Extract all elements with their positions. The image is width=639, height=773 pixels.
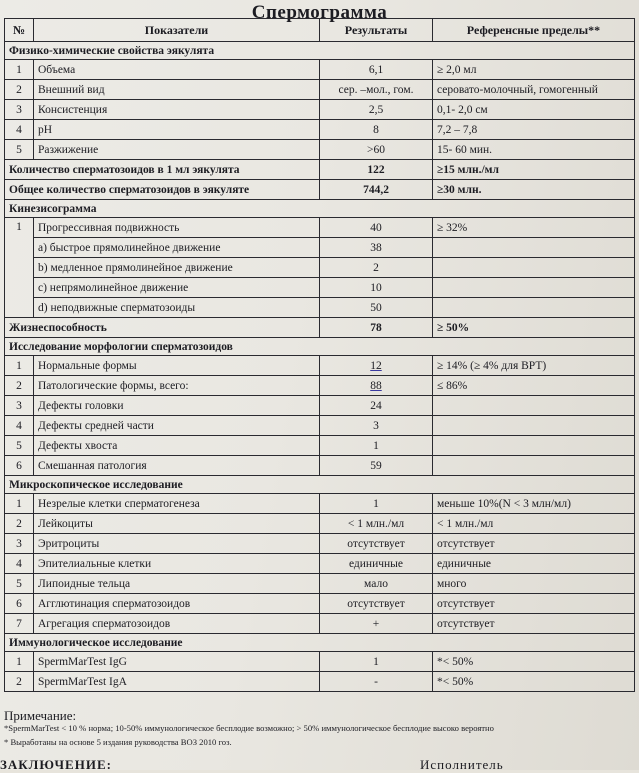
table-row: 2 Лейкоциты < 1 млн./мл < 1 млн./мл xyxy=(5,514,635,534)
table-row: 2 Внешний вид сер. –мол., гом. серовато-молочный, гомогенный xyxy=(5,80,635,100)
executor-label: Исполнитель xyxy=(420,757,504,772)
total-row: Количество сперматозоидов в 1 мл эякулята 122 ≥15 млн./мл xyxy=(5,160,635,180)
table-row: d) неподвижные сперматозоиды 50 xyxy=(5,298,635,318)
table-row: 6 Смешанная патология 59 xyxy=(5,456,635,476)
table-row: 1 Нормальные формы 12 ≥ 14% (≥ 4% для ВРТ) xyxy=(5,356,635,376)
table-row: 2 SpermMarTest IgA - *< 50% xyxy=(5,672,635,692)
table-row: 5 Дефекты хвоста 1 xyxy=(5,436,635,456)
table-row: 4 Эпителиальные клетки единичные единичные xyxy=(5,554,635,574)
table-row: 1 Объема 6,1 ≥ 2,0 мл xyxy=(5,60,635,80)
table-row: 1 Незрелые клетки сперматогенеза 1 меньше 10%(N < 3 млн/мл) xyxy=(5,494,635,514)
note-source: * Выработаны на основе 5 издания руководства ВОЗ 2010 гоз. xyxy=(4,737,232,747)
table-row: 3 Эритроциты отсутствует отсутствует xyxy=(5,534,635,554)
table-row: 2 Патологические формы, всего: 88 ≤ 86% xyxy=(5,376,635,396)
table-row: 4 pH 8 7,2 – 7,8 xyxy=(5,120,635,140)
table-row: 1 SpermMarTest IgG 1 *< 50% xyxy=(5,652,635,672)
table-row: 4 Дефекты средней части 3 xyxy=(5,416,635,436)
table-row: b) медленное прямолинейное движение 2 xyxy=(5,258,635,278)
note-title: Примечание: xyxy=(4,708,77,723)
page-title: Спермограмма xyxy=(251,2,388,23)
total-row: Общее количество сперматозоидов в эякуляте 744,2 ≥30 млн. xyxy=(5,180,635,200)
table-row: 7 Агрегация сперматозоидов + отсутствует xyxy=(5,614,635,634)
table-row: 1 Прогрессивная подвижность 40 ≥ 32% xyxy=(5,218,635,238)
conclusion-label: ЗАКЛЮЧЕНИЕ: xyxy=(0,757,112,772)
total-row: Жизнеспособность 78 ≥ 50% xyxy=(5,318,635,338)
col-indicators: Показатели xyxy=(34,19,320,42)
table-row: 3 Дефекты головки 24 xyxy=(5,396,635,416)
section-header: Кинезисограмма xyxy=(5,200,635,218)
table-row: 5 Разжижение >60 15- 60 мин. xyxy=(5,140,635,160)
note-legend: *SpermMarTest < 10 % норма; 10-50% иммунологическое бесплодие возможно; > 50% иммунологическое бесплодие высоко вероятно xyxy=(4,723,494,733)
table-row: а) быстрое прямолинейное движение 38 xyxy=(5,238,635,258)
table-header xyxy=(5,19,635,42)
table-row: 6 Агглютинация сперматозоидов отсутствует отсутствует xyxy=(5,594,635,614)
table-row: 5 Липоидные тельца мало много xyxy=(5,574,635,594)
col-num: № xyxy=(5,19,34,42)
section-header: Иммунологическое исследование xyxy=(5,634,635,652)
section-header: Физико-химические свойства эякулята xyxy=(5,42,635,60)
section-header: Микроскопическое исследование xyxy=(5,476,635,494)
section-header: Исследование морфологии сперматозоидов xyxy=(5,338,635,356)
col-results: Результаты xyxy=(320,19,433,42)
table-row: 3 Консистенция 2,5 0,1- 2,0 см xyxy=(5,100,635,120)
results-table xyxy=(4,18,635,692)
table-row: c) непрямолинейное движение 10 xyxy=(5,278,635,298)
col-reference: Референсные пределы** xyxy=(433,19,635,42)
